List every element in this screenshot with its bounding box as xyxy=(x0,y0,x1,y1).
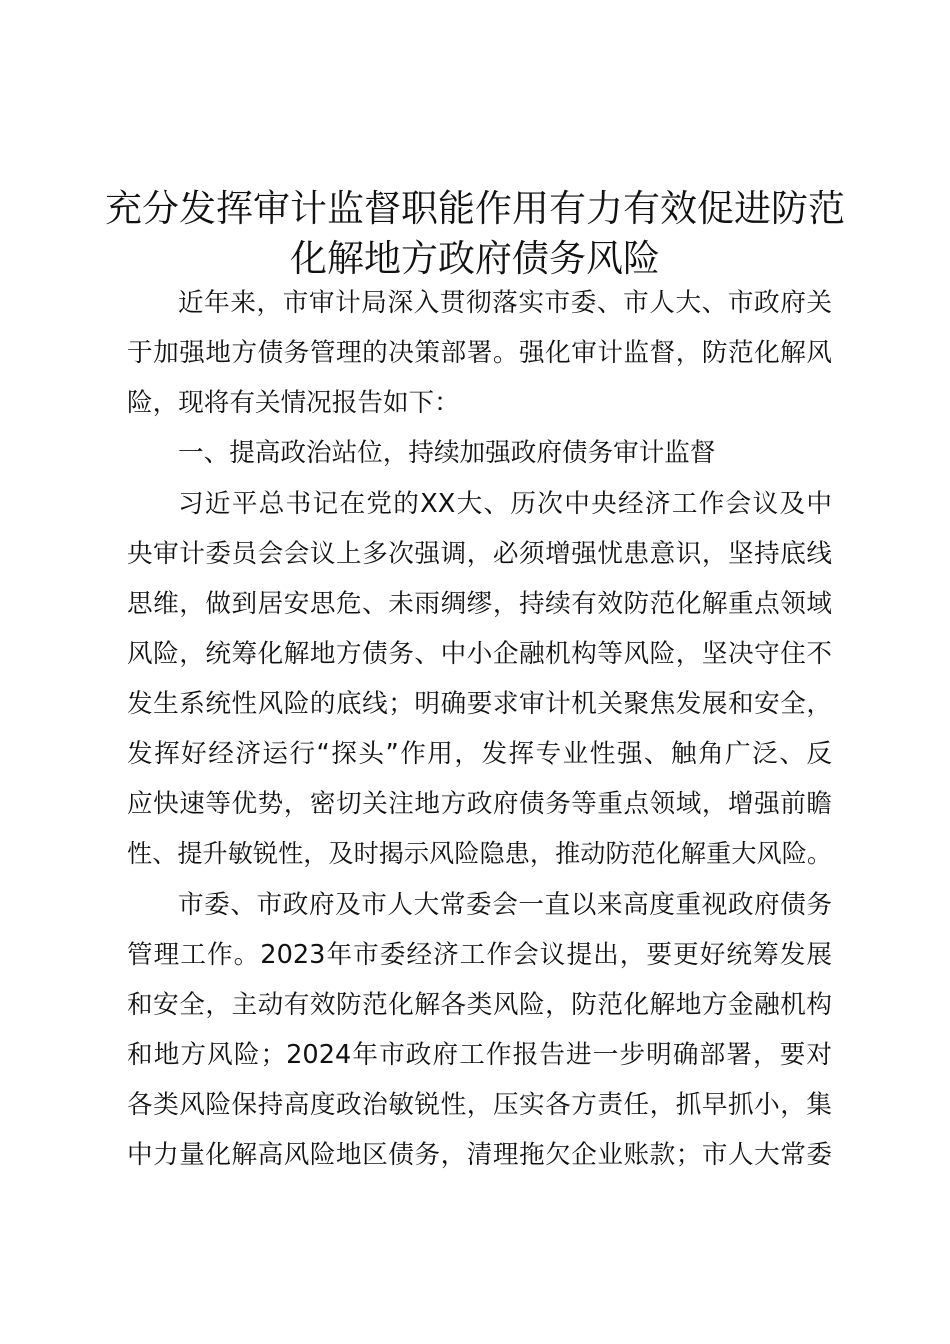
paragraph-2-line-8: 性、提升敏锐性，及时揭示风险隐患，推动防范化解重大风险。 xyxy=(127,839,832,868)
paragraph-2-line-2: 央审计委员会会议上多次强调，必须增强忧患意识，坚持底线 xyxy=(127,539,832,569)
paragraph-2-line-5: 发生系统性风险的底线；明确要求审计机关聚焦发展和安全， xyxy=(127,689,832,719)
paragraph-3-line-5: 各类风险保持高度政治敏锐性，压实各方责任，抓早抓小，集 xyxy=(127,1090,832,1120)
paragraph-3-line-1: 市委、市政府及市人大常委会一直以来高度重视政府债务 xyxy=(178,890,832,920)
paragraph-2-line-4: 风险，统筹化解地方债务、中小企融机构等风险，坚决守住不 xyxy=(127,639,832,669)
paragraph-3-line-2: 管理工作。2023年市委经济工作会议提出，要更好统筹发展 xyxy=(127,940,832,970)
paragraph-3-line-4: 和地方风险；2024年市政府工作报告进一步明确部署，要对 xyxy=(127,1040,832,1070)
document-title-line-2: 化解地方政府债务风险 xyxy=(290,237,660,280)
document-title-line-1: 充分发挥审计监督职能作用有力有效促进防范 xyxy=(105,187,845,230)
paragraph-2-line-1: 习近平总书记在党的XX大、历次中央经济工作会议及中 xyxy=(178,489,832,519)
paragraph-2-line-3: 思维，做到居安思危、未雨绸缪，持续有效防范化解重点领域 xyxy=(127,589,832,619)
paragraph-3-line-3: 和安全，主动有效防范化解各类风险，防范化解地方金融机构 xyxy=(127,990,832,1020)
paragraph-1-line-2: 于加强地方债务管理的决策部署。强化审计监督，防范化解风 xyxy=(127,338,832,368)
paragraph-2-line-7: 应快速等优势，密切关注地方政府债务等重点领域，增强前瞻 xyxy=(127,789,832,819)
paragraph-3-line-6: 中力量化解高风险地区债务，清理拖欠企业账款；市人大常委 xyxy=(127,1140,832,1170)
section-heading-1: 一、提高政治站位，持续加强政府债务审计监督 xyxy=(178,438,716,468)
paragraph-1-line-1: 近年来，市审计局深入贯彻落实市委、市人大、市政府关 xyxy=(178,288,832,318)
paragraph-1-line-3: 险，现将有关情况报告如下： xyxy=(127,388,460,418)
paragraph-2-line-6: 发挥好经济运行“探头”作用，发挥专业性强、触角广泛、反 xyxy=(127,739,832,769)
